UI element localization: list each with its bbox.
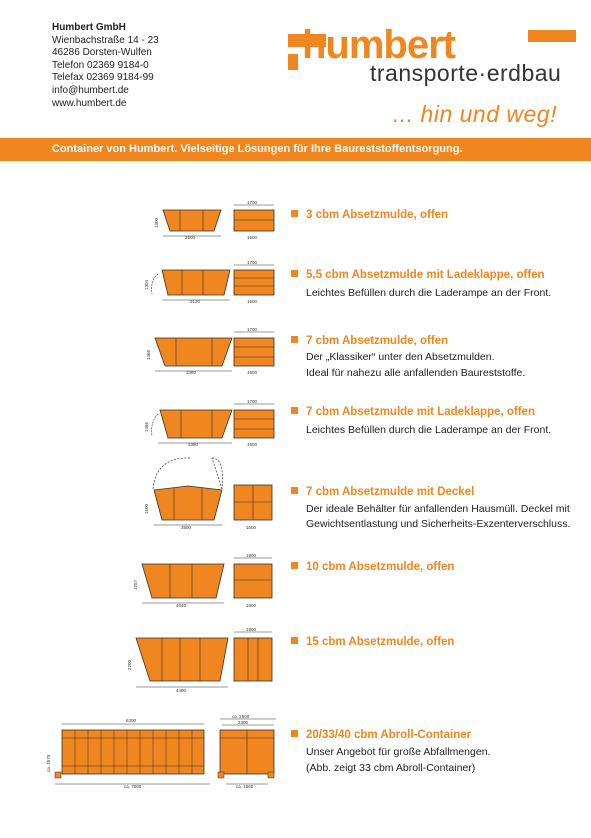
dim-height: 1757 [133,579,138,590]
container-drawing [0,452,290,530]
dim-width: 6300 [126,718,137,723]
container-description: Der „Klassiker“ unter den Absetzmulden. [306,351,495,363]
container-drawing [0,326,290,376]
container-title: 15 cbm Absetzmulde, offen [291,636,454,648]
fax: Telefax 02369 9184-99 [52,72,154,84]
dim-width: 3380 [188,442,199,447]
container-description: Der ideale Behälter für anfallenden Hausmüll. Deckel mit [306,503,570,515]
bullet-square-icon [291,336,298,343]
bullet-square-icon [291,562,298,569]
container-drawing [0,260,290,306]
dim-depth: ca. 1560 [236,784,254,789]
dim-top: 1900 [246,553,257,558]
company-address [52,22,159,110]
container-title: 7 cbm Absetzmulde, offen [291,335,448,347]
logo-subline: transporte·erdbau [370,60,562,86]
humbert-logo [288,24,578,86]
container-title: 7 cbm Absetzmulde mit Ladeklappe, offen [291,406,535,418]
container-description: Leichtes Befüllen durch die Laderampe an der Front. [306,424,552,436]
dim-depth: 1600 [247,370,258,375]
dim-height: 2200 [127,659,132,670]
dim-top: 1700 [247,200,258,205]
container-drawing [0,200,290,244]
dim-width: 4400 [176,688,187,693]
banner-text: Container von Humbert. Vielseitige Lösungen für Ihre Baureststoffentsorgung. [52,143,463,155]
container-title: 10 cbm Absetzmulde, offen [291,561,454,573]
dim-top: 1700 [247,260,258,265]
address-line: 46286 Dorsten-Wulfen [52,47,152,59]
bullet-square-icon [291,487,298,494]
container-title: 20/33/40 cbm Abroll-Container [291,729,471,741]
dim-height: 1304 [144,279,149,290]
company-name: Humbert GmbH [52,22,126,33]
dim-height: 1300 [154,217,159,228]
dim-height: 1600 [144,503,149,514]
dim-depth: 1600 [246,525,257,530]
dim-top: ca. 2500 [232,714,250,719]
logo-wordmark: humbert [302,24,455,67]
dim-depth: 1600 [247,235,258,240]
container-description: Ideal für nahezu alle anfallenden Baureststoffe. [306,367,526,379]
email-link[interactable]: info@humbert.de [52,84,129,96]
banner [0,138,591,161]
dim-top-inner: 2300 [238,720,249,725]
dim-width: 3380 [186,370,197,375]
dim-height: 1466 [144,421,149,432]
dim-depth: 1600 [246,603,257,608]
container-title: 3 cbm Absetzmulde, offen [291,209,448,221]
container-drawing [0,398,290,448]
address-line: Wienbachstraße 14 - 23 [52,34,159,46]
dim-depth: 1600 [247,442,258,447]
dim-height: ca. 1570 [46,754,51,772]
container-description: Gewichtsentlastung und Sicherheits-Exzenterverschluss. [306,518,571,530]
dim-width: 3120 [190,299,201,304]
dim-width: 4040 [176,603,187,608]
dim-height: 1466 [146,349,151,360]
website-link[interactable]: www.humbert.de [52,97,127,109]
dim-top: 1700 [247,399,258,404]
container-drawing [0,714,290,792]
dim-top: 1900 [246,627,257,632]
container-drawing [0,552,290,608]
phone: Telefon 02369 9184-0 [52,59,149,71]
bullet-square-icon [291,407,298,414]
dim-top: 1700 [247,327,258,332]
container-description: (Abb. zeigt 33 cbm Abroll-Container) [306,762,476,774]
bullet-square-icon [291,730,298,737]
container-drawing [0,626,290,696]
dim-width: 3590 [181,525,192,530]
bullet-square-icon [291,637,298,644]
bullet-square-icon [291,210,298,217]
dim-depth: 1600 [247,299,258,304]
container-title: 7 cbm Absetzmulde mit Deckel [291,486,474,498]
bullet-square-icon [291,270,298,277]
container-description: Unser Angebot für große Abfallmengen. [306,746,491,758]
container-description: Leichtes Befüllen durch die Laderampe an der Front. [306,287,552,299]
tagline: ... hin und weg! [393,101,557,127]
container-title: 5,5 cbm Absetzmulde mit Ladeklappe, offen [291,269,545,281]
dim-bottom: ca. 7000 [124,784,142,789]
dim-width: 2500 [185,235,196,240]
